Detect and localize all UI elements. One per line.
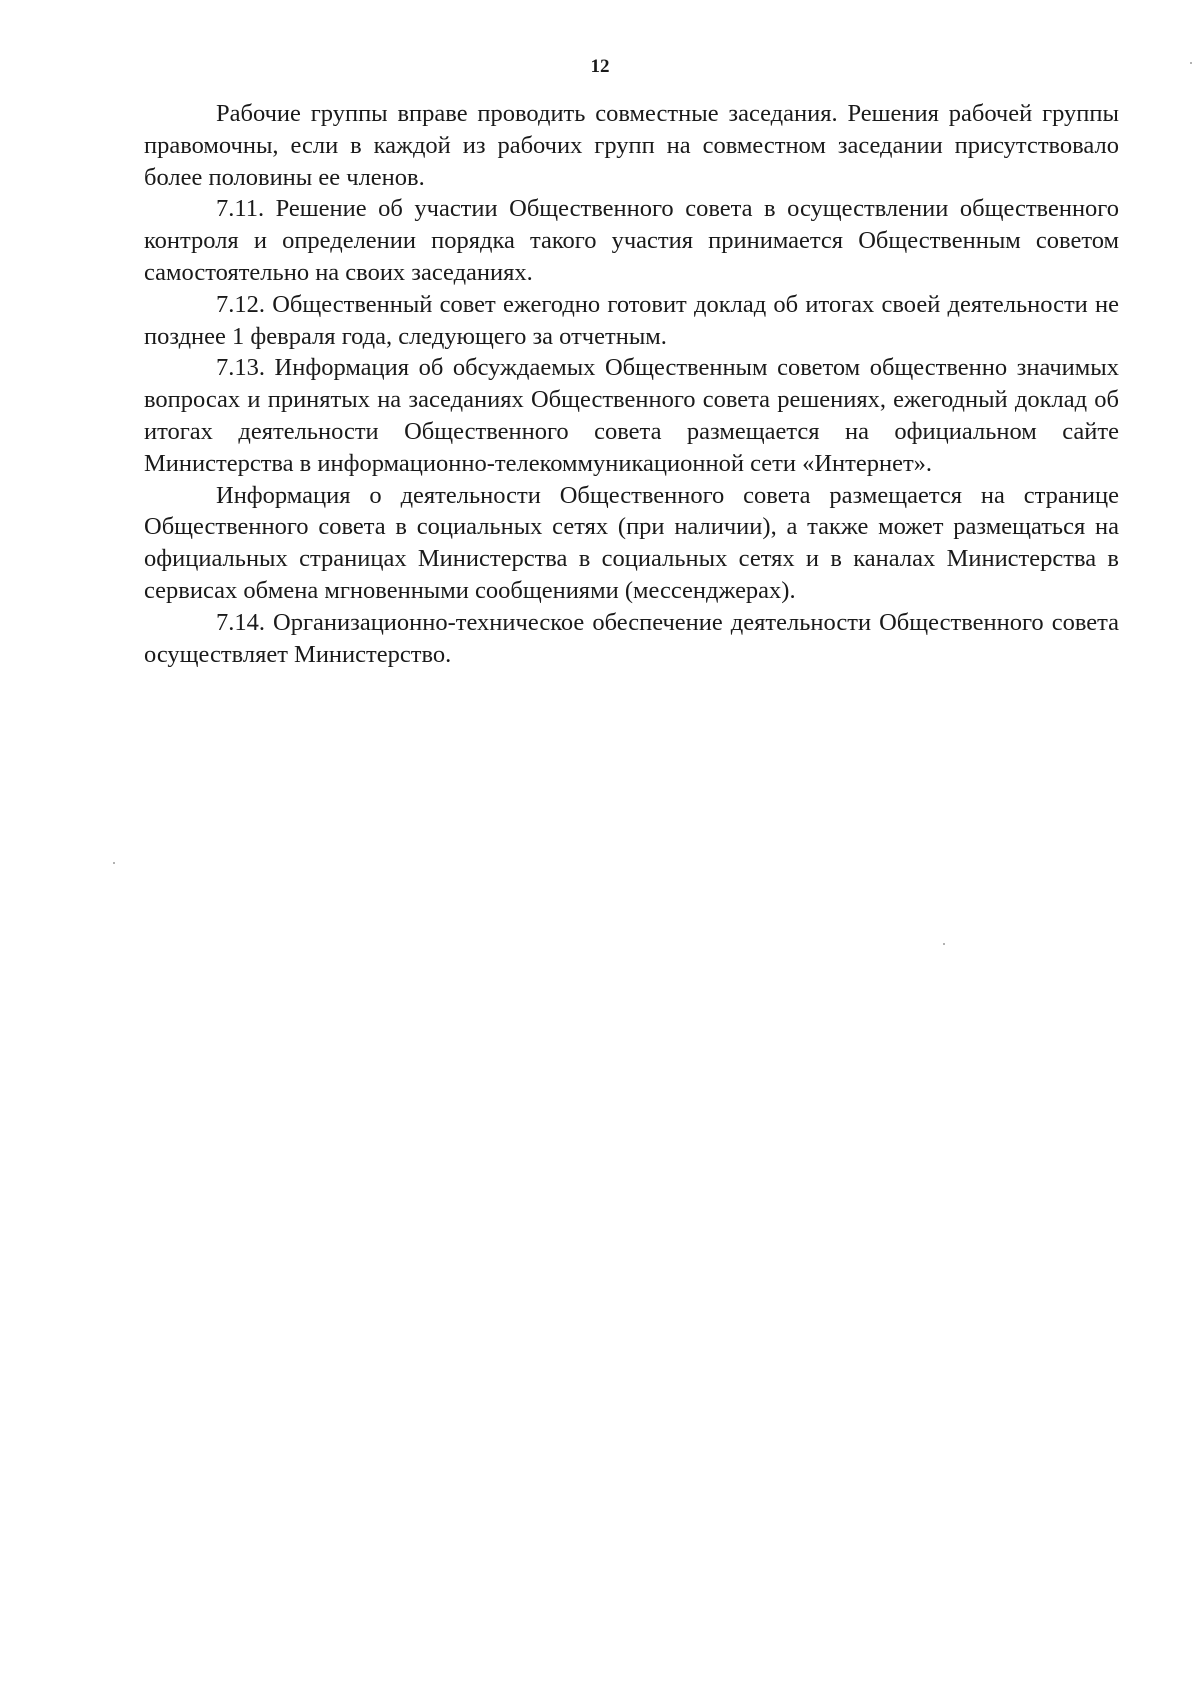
scan-speck — [113, 862, 115, 864]
paragraph-7-13: 7.13. Информация об обсуждаемых Общественным советом общественно значимых вопросах и принятых на заседаниях Общественного совета решениях, ежегодный доклад об итогах деятельности Общественного совета размещается на официальном сайте Министерства в информационно-телекоммуникационной сети «Интернет». — [144, 354, 1119, 477]
paragraph-7-11: 7.11. Решение об участии Общественного совета в осуществлении общественного контроля и определении порядка такого участия принимается Общественным советом самостоятельно на своих заседаниях. — [144, 195, 1119, 286]
scan-speck — [1190, 62, 1192, 64]
paragraph-information-social: Информация о деятельности Общественного совета размещается на странице Общественного совета в социальных сетях (при наличии), а также может размещаться на официальных страницах Министерства в социальных сетях и в каналах Министерства в сервисах обмена мгновенными сообщениями (мессенджерах). — [144, 481, 1119, 604]
scan-speck — [943, 943, 945, 945]
page-number: 12 — [590, 56, 610, 77]
document-body — [144, 98, 1119, 670]
paragraph-7-14: 7.14. Организационно-техническое обеспечение деятельности Общественного совета осуществляет Министерство. — [144, 608, 1119, 668]
paragraph-working-groups: Рабочие группы вправе проводить совместные заседания. Решения рабочей группы правомочны, если в каждой из рабочих групп на совместном заседании присутствовало более половины ее членов. — [144, 100, 1119, 191]
paragraph-7-12: 7.12. Общественный совет ежегодно готовит доклад об итогах своей деятельности не позднее 1 февраля года, следующего за отчетным. — [144, 290, 1119, 350]
